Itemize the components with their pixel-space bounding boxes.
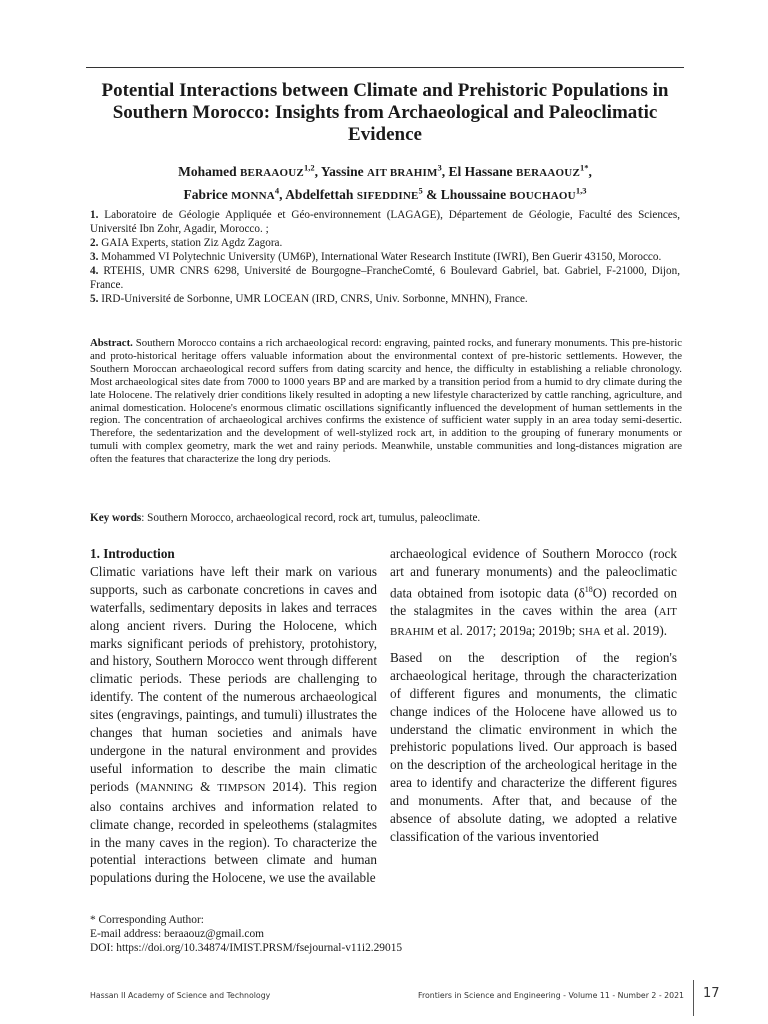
body-column-left bbox=[90, 545, 377, 894]
section-heading: 1. Introduction bbox=[90, 546, 175, 561]
intro-paragraph-1: 1. Introduction Climatic variations have left their mark on various supports, such as carbonate concretions in caves and waterfalls, sedimentary deposits in lakes and terraces along ancient rivers. During the Holocene, which marks significant periods of prehistory, protohistory, and history, Southern Morocco went through different climatic periods. These periods are challenging to identify. The content of the numerous archaeological sites (engravings, paintings, and tumuli) illustrates the changes that human societies and animals have undergone in the natural environment and provides useful information to describe the main climatic periods (MANNING & TIMPSON 2014). This region also contains archives and information related to climate change, recorded in speleothems (stalagmites in the many caves in the region). To characterize the potential interactions between climate and human populations during the Holocene, we use the available bbox=[90, 546, 377, 886]
doi-note: DOI: https://doi.org/10.34874/IMIST.PRSM/fsejournal-v11i2.29015 bbox=[90, 942, 403, 955]
author-name: Mohamed BERAAOUZ$^{1,2}$, bbox=[178, 162, 321, 179]
corresponding-author-note: * Corresponding Author: bbox=[90, 914, 204, 926]
paper-title: Potential Interactions between Climate and Prehistoric Populations in Southern Morocco: Insights from Archaeological and Paleoclimatic Evidence bbox=[101, 80, 669, 145]
affiliation-item: 2. GAIA Experts, station Ziz Agdz Zagora. bbox=[90, 237, 283, 249]
keywords-text: : Southern Morocco, archaeological record, rock art, tumulus, paleoclimate. bbox=[141, 512, 481, 524]
author-name: Fabrice MONNA$^4$, bbox=[183, 185, 286, 202]
author-list bbox=[86, 158, 684, 205]
affiliation-item: 1. Laboratoire de Géologie Appliquée et Géo-environnement (LAGAGE), Département de Géologie, Faculté des Sciences, Université Ibn Zohr, Agadir, Morocco. ; bbox=[90, 209, 681, 235]
keywords bbox=[90, 511, 682, 525]
abstract-label: Abstract. bbox=[90, 337, 133, 349]
footer-journal: Frontiers in Science and Engineering - Volume 11 - Number 2 - 2021 bbox=[418, 991, 684, 1000]
author-line-1 bbox=[86, 158, 684, 182]
body-column-right bbox=[390, 545, 677, 853]
affiliations bbox=[90, 208, 680, 306]
footer-divider bbox=[693, 980, 694, 1016]
affiliation-item: 4. RTEHIS, UMR CNRS 6298, Université de Bourgogne–FrancheComté, 6 Boulevard Gabriel, bat. Gabriel, F-21000, Dijon, France. bbox=[90, 265, 681, 291]
intro-paragraph-2: Based on the description of the region's archaeological heritage, through the characterization of different figures and monuments, the climatic change indices of the Holocene have allowed us to understand the climatic environment in which the prehistoric populations lived. Our approach is based on the description of the archeological heritage in the area to identify and characterize the different figures and monuments. After that, and because of the absence of absolute dating, we adopted a relative classification of the various inventoried bbox=[390, 649, 677, 844]
author-name: Abdelfettah SIFEDDINE$^5$ & bbox=[285, 185, 441, 202]
intro-paragraph-1-continued: archaeological evidence of Southern Morocco (rock art and funerary monuments) and the paleoclimatic data obtained from isotopic data $(\delta^{18}O)$ recorded on the stalagmites in the caves within the area (AIT BRAHIM et al. 2017; 2019a; 2019b; SHA et al. 2019). bbox=[390, 546, 677, 639]
abstract bbox=[90, 337, 682, 466]
author-name: Lhoussaine BOUCHAOU$^{1,3}$ bbox=[440, 185, 587, 202]
abstract-text: Southern Morocco contains a rich archaeological record: engraving, painted rocks, and funerary monuments. This pre-historic and proto-historical heritage offers valuable information about the environmental context of pre-historic settlements. However, the Southern Moroccan archaeological record suffers from dating scarcity and hence, the difficulty in establishing a reliable chronology. Most archaeological sites date from 7000 to 1000 years BP and are marked by a transition period from a humid to dry climate during the late Holocene. The relatively drier conditions likely resulted in adopting a new lifestyle characterized by cattle ranching, agriculture, and animal domestication. Holocene's enormous climatic oscillations significantly influenced the development of human settlements in the region. The concentration of archaeological archives confirms the existence of sufficient water supply in an area today semi-desertic. Therefore, the sedentarization and the development of well-stylized rock art, in addition to the grouping of funerary monuments or tumuli with complex geometry, mark the wet and rainy periods. Meanwhile, unstable communities and long-distances migration are often the features that characterize the long dry periods. bbox=[90, 337, 683, 466]
affiliation-item: 3. Mohammed VI Polytechnic University (UM6P), International Water Research Institute (IWRI), Ben Guerir 43150, Morocco. bbox=[90, 251, 662, 263]
email-note: E-mail address: beraaouz@gmail.com bbox=[90, 928, 265, 941]
citation: TIMPSON bbox=[217, 781, 266, 794]
citation: SHA bbox=[578, 626, 601, 639]
author-name: Yassine AIT BRAHIM$^3$, bbox=[320, 162, 449, 179]
page-footer bbox=[90, 988, 690, 1004]
footnotes bbox=[90, 913, 590, 956]
isotope-superscript: 18 bbox=[584, 584, 593, 594]
affiliation-item: 5. IRD-Université de Sorbonne, UMR LOCEAN (IRD, CNRS, Univ. Sorbonne, MNHN), France. bbox=[90, 293, 528, 305]
title-top-rule bbox=[86, 67, 684, 68]
citation: AIT BRAHIM bbox=[390, 606, 677, 639]
page-number: 17 bbox=[703, 986, 720, 1001]
author-line-2 bbox=[86, 182, 684, 206]
author-name: El Hassane $BERAAOUZ^{1*}$, bbox=[448, 162, 592, 179]
keywords-label: Key words bbox=[90, 512, 142, 524]
citation: MANNING bbox=[140, 781, 194, 794]
footer-publisher: Hassan II Academy of Science and Technology bbox=[90, 991, 271, 1000]
